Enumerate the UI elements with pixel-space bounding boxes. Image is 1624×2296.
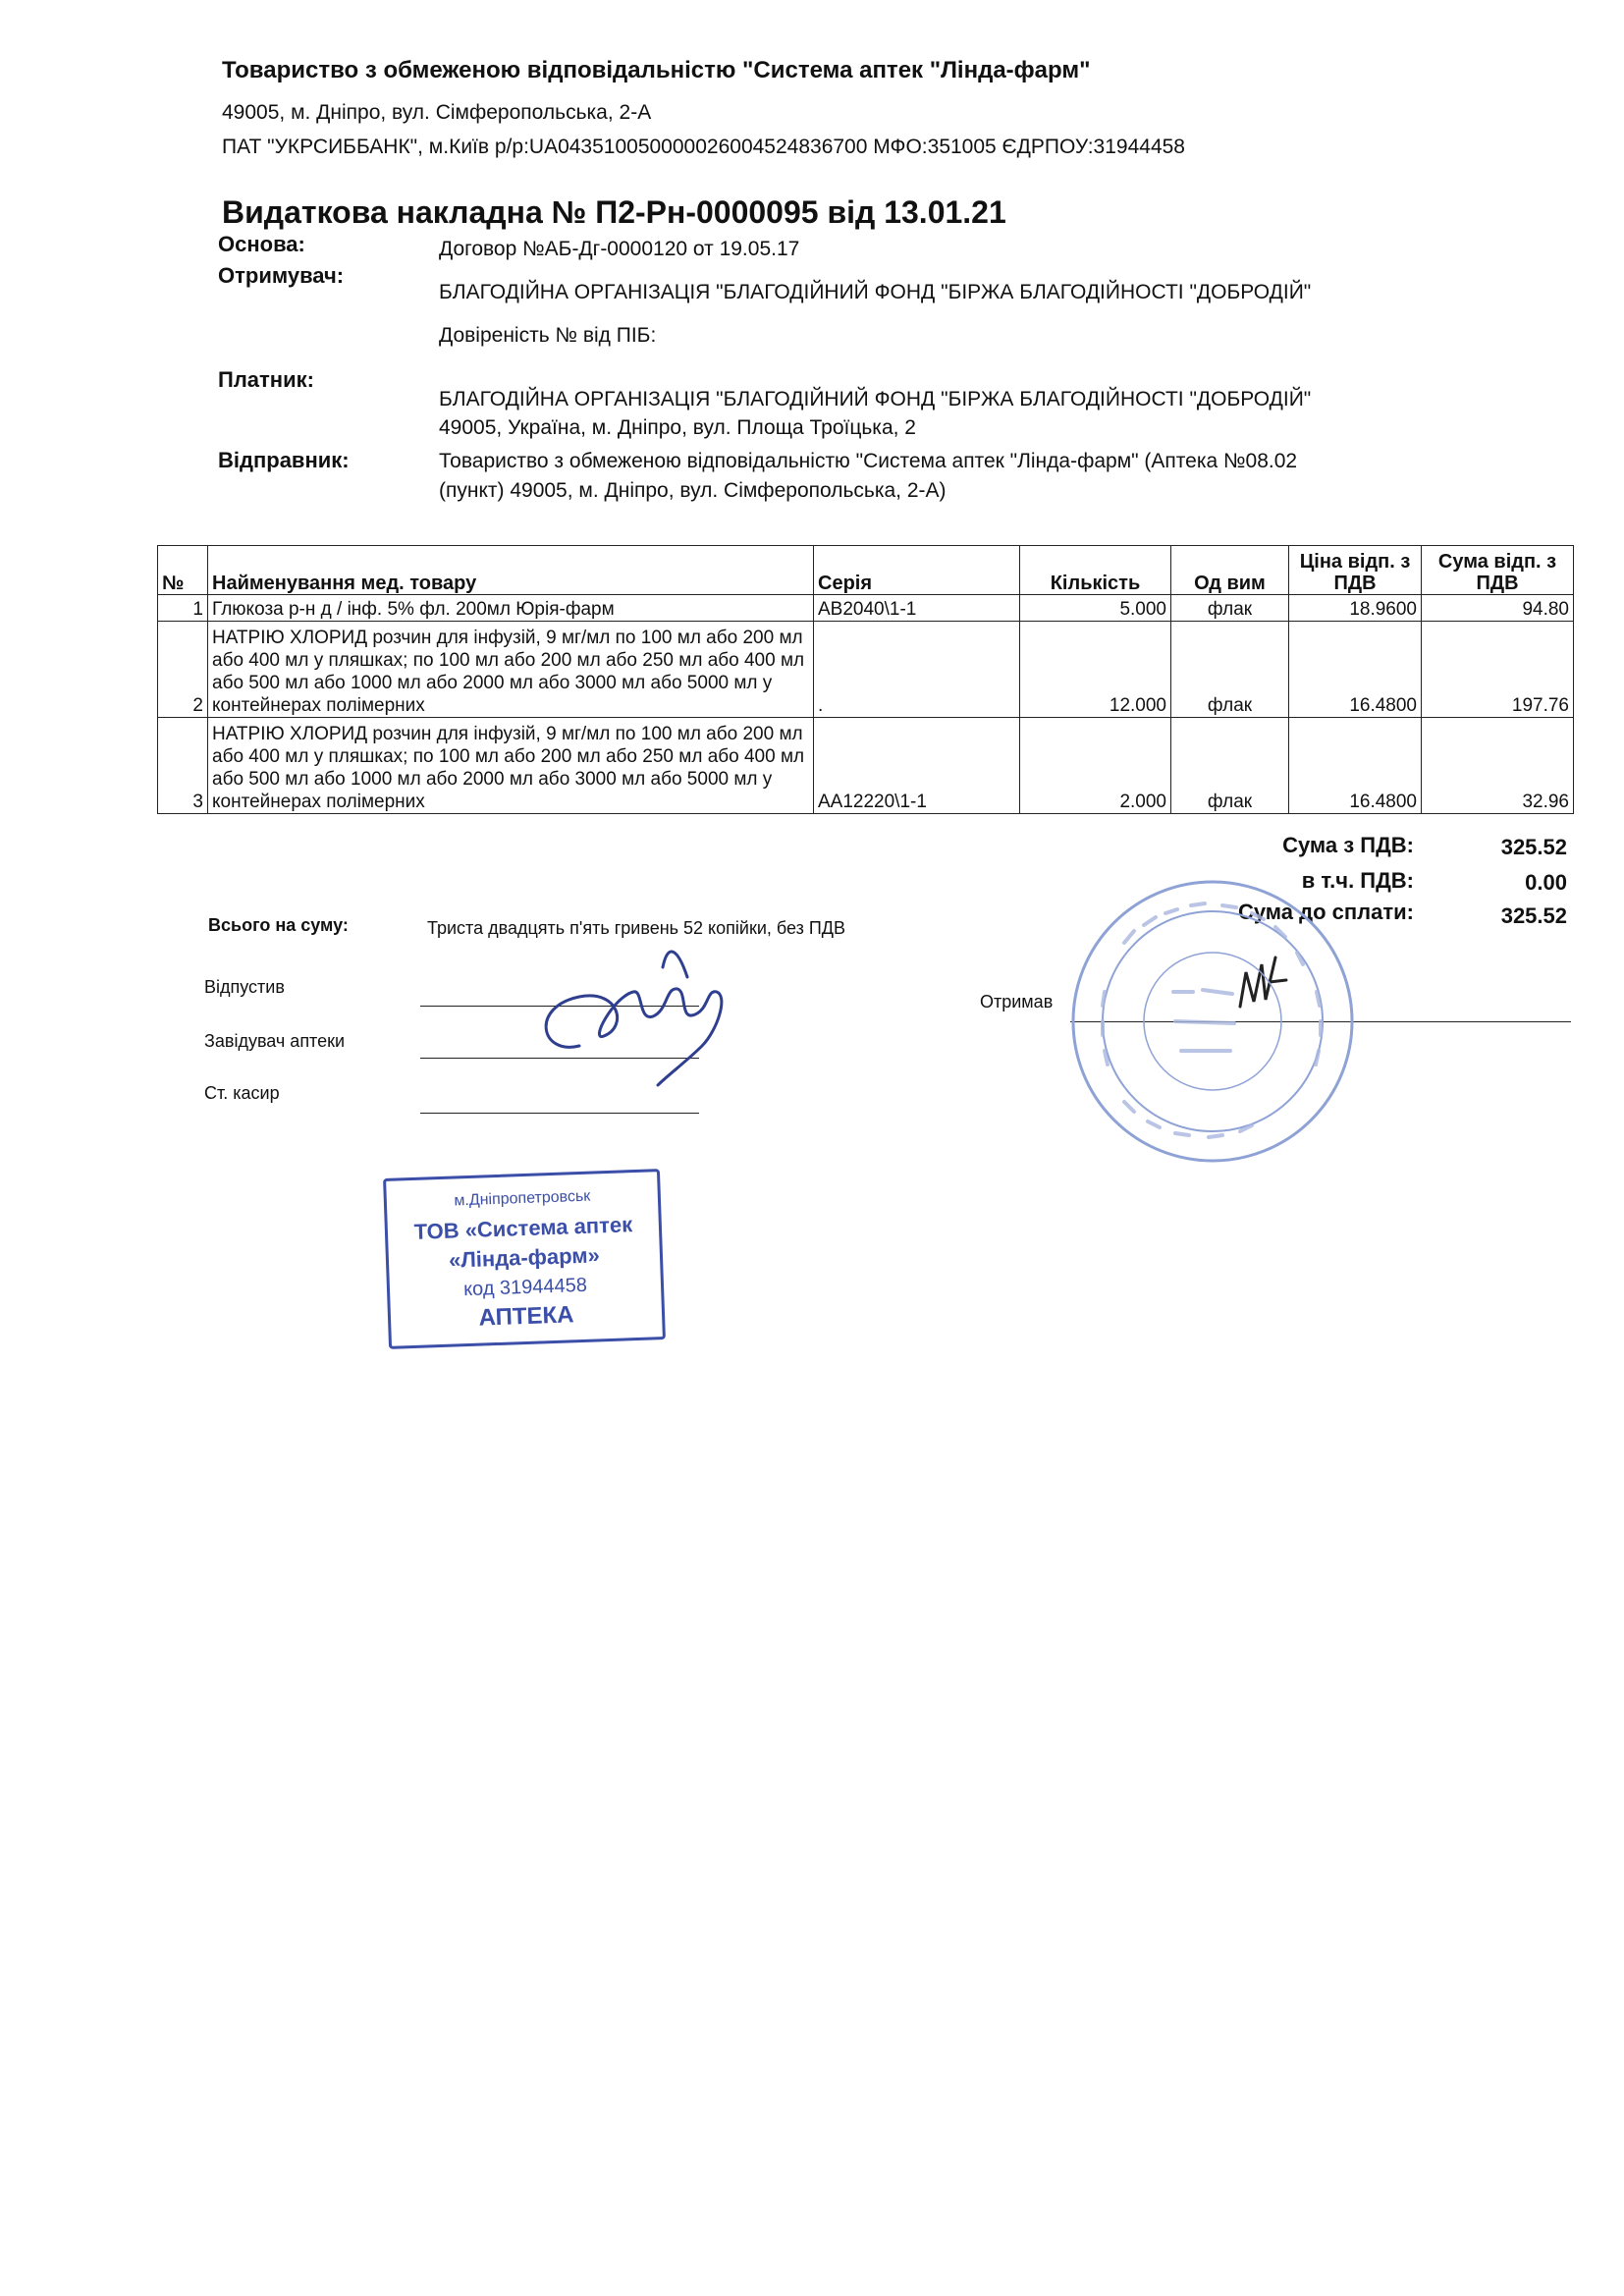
received-by-label: Отримав [980,992,1054,1011]
amount-in-words-label: Всього на суму: [208,915,349,935]
row-name: НАТРІЮ ХЛОРИД розчин для інфузій, 9 мг/мл по 100 мл або 200 мл або 400 мл у пляшках; по 100 мл або 200 мл або 250 мл або 400 мл або 500 мл або 1000 мл або 2000 мл або 3000 мл або 5000 мл у контейнерах полімерних [208,718,814,814]
sender-label: Відправник: [218,448,350,472]
amount-in-words-value: Триста двадцять п'ять гривень 52 копійки, без ПДВ [427,918,845,938]
recipient-label: Отримувач: [218,263,345,288]
table-row [158,718,1574,814]
recipient-value: БЛАГОДІЙНА ОРГАНІЗАЦІЯ "БЛАГОДІЙНИЙ ФОНД "БІРЖА БЛАГОДІЙНОСТІ "ДОБРОДІЙ" [439,281,1312,303]
header-series: Серія [814,546,1020,595]
row-unit: флак [1171,718,1289,814]
stamp-brand: «Лінда-фарм» [448,1242,601,1273]
row-sum: 197.76 [1422,622,1574,718]
document-title: Видаткова накладна № П2-Рн-0000095 від 13.01.21 [222,194,1006,230]
header-sum: Сума відп. з ПДВ [1422,546,1574,595]
row-name: Глюкоза р-н д / інф. 5% фл. 200мл Юрія-фарм [208,595,814,622]
row-price: 16.4800 [1289,718,1422,814]
osnova-label: Основа: [218,232,305,256]
row-series: АВ2040\1-1 [814,595,1020,622]
total-sum-label: Сума з ПДВ: [1282,833,1414,857]
pharmacy-stamp [383,1169,666,1349]
table-header-row [158,546,1574,595]
total-sum-value: 325.52 [1500,835,1567,859]
stamp-company: ТОВ «Система аптек [413,1212,633,1244]
row-no: 2 [158,622,208,718]
company-bank-details: ПАТ "УКРСИББАНК", м.Київ р/р:UA043510050000026004524836700 МФО:351005 ЄДРПОУ:31944458 [222,136,1185,158]
header-name: Найменування мед. товару [208,546,814,595]
stamp-code: код 31944458 [462,1274,588,1301]
company-address: 49005, м. Дніпро, вул. Сімферопольська, 2-А [222,101,652,124]
cashier-label: Ст. касир [204,1083,280,1103]
items-table [157,545,1574,814]
row-no: 3 [158,718,208,814]
table-row [158,622,1574,718]
amount-due-value: 325.52 [1500,903,1567,928]
row-sum: 32.96 [1422,718,1574,814]
header-no: № [158,546,208,595]
row-unit: флак [1171,622,1289,718]
osnova-value: Договор №АБ-Дг-0000120 от 19.05.17 [439,238,800,260]
round-stamp [1065,874,1360,1169]
company-name: Товариство з обмеженою відповідальністю "Система аптек "Лінда-фарм" [222,57,1091,83]
table-row [158,595,1574,622]
pharmacy-head-label: Завідувач аптеки [204,1031,346,1051]
sender-address: (пункт) 49005, м. Дніпро, вул. Сімферопольська, 2-А) [439,479,947,502]
signature-mark-released [520,938,756,1095]
power-of-attorney: Довіреність № від ПІБ: [439,324,657,347]
row-no: 1 [158,595,208,622]
row-qty: 12.000 [1020,622,1171,718]
vat-label: в т.ч. ПДВ: [1301,868,1414,893]
stamp-pharmacy: АПТЕКА [478,1301,574,1332]
row-unit: флак [1171,595,1289,622]
row-price: 16.4800 [1289,622,1422,718]
stamp-city: м.Дніпропетровськ [454,1187,591,1210]
row-series: АА12220\1-1 [814,718,1020,814]
payer-label: Платник: [218,367,314,392]
row-series: . [814,622,1020,718]
row-price: 18.9600 [1289,595,1422,622]
payer-name: БЛАГОДІЙНА ОРГАНІЗАЦІЯ "БЛАГОДІЙНИЙ ФОНД "БІРЖА БЛАГОДІЙНОСТІ "ДОБРОДІЙ" [439,388,1312,410]
header-qty: Кількість [1020,546,1171,595]
row-sum: 94.80 [1422,595,1574,622]
sender-name: Товариство з обмеженою відповідальністю "Система аптек "Лінда-фарм" (Аптека №08.02 [439,450,1298,472]
header-unit: Од вим [1171,546,1289,595]
cashier-signature-line [420,1113,699,1114]
row-name: НАТРІЮ ХЛОРИД розчин для інфузій, 9 мг/мл по 100 мл або 200 мл або 400 мл у пляшках; по 100 мл або 200 мл або 250 мл або 400 мл або 500 мл або 1000 мл або 2000 мл або 3000 мл або 5000 мл у контейнерах полімерних [208,622,814,718]
payer-address: 49005, Україна, м. Дніпро, вул. Площа Троїцька, 2 [439,416,916,439]
row-qty: 5.000 [1020,595,1171,622]
amount-due-label: Сума до сплати: [1237,900,1414,924]
row-qty: 2.000 [1020,718,1171,814]
released-by-label: Відпустив [204,977,285,997]
header-price: Ціна відп. з ПДВ [1289,546,1422,595]
vat-value: 0.00 [1525,870,1567,895]
